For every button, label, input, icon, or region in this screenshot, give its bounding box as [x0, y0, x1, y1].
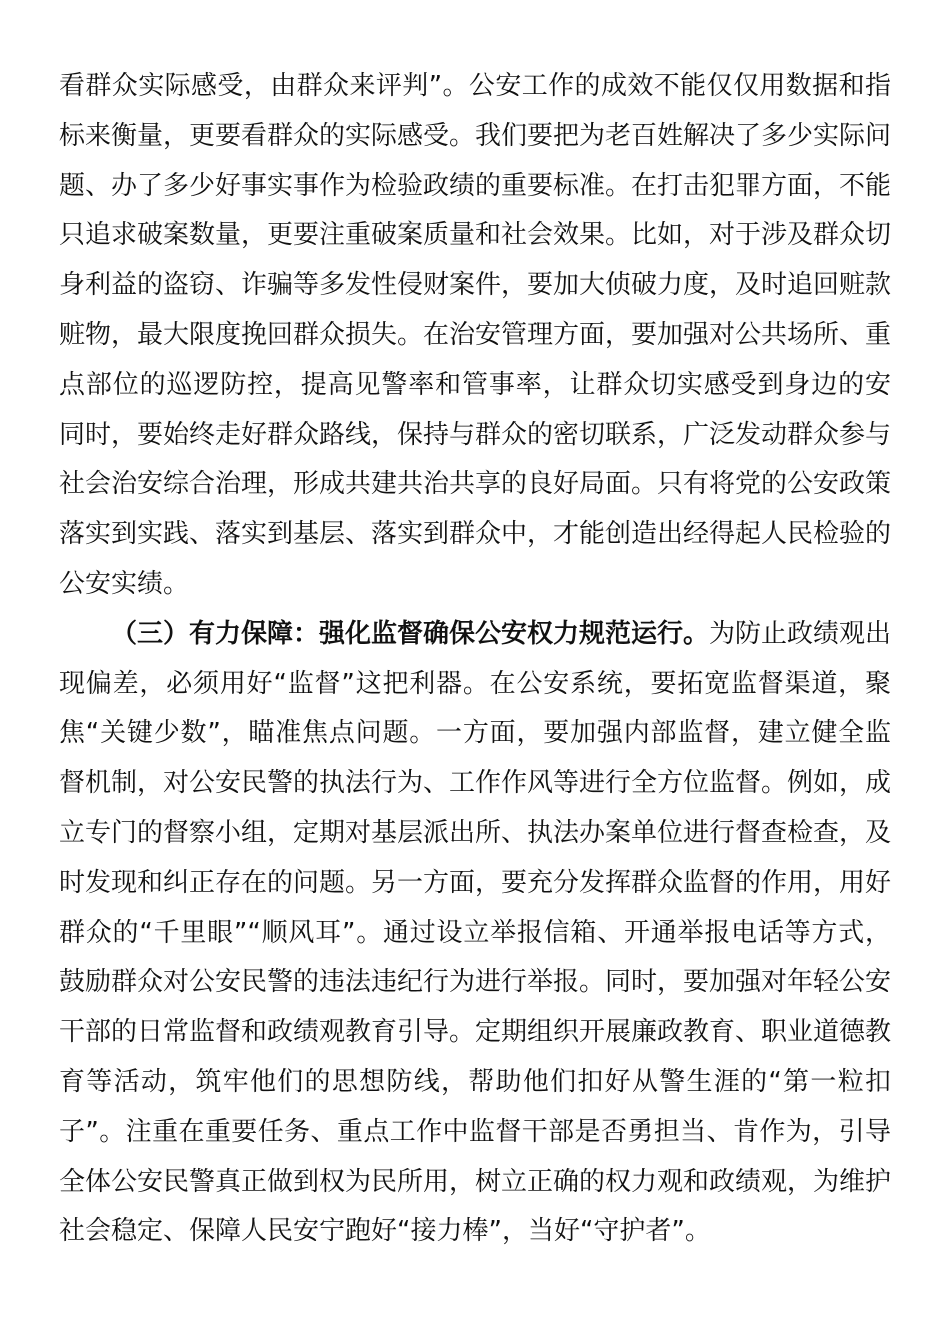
text-line: 时发现和纠正存在的问题。另一方面，要充分发挥群众监督的作用，用好	[59, 867, 891, 898]
text-line: 督机制，对公安民警的执法行为、工作作风等进行全方位监督。例如，成	[59, 768, 891, 799]
text-line: 鼓励群众对公安民警的违法违纪行为进行举报。同时，要加强对年轻公安	[59, 967, 891, 998]
text-line: 赃物，最大限度挽回群众损失。在治安管理方面，要加强对公共场所、重	[59, 319, 891, 350]
text-line: 立专门的督察小组，定期对基层派出所、执法办案单位进行督查检查，及	[59, 817, 891, 848]
text-line: 题、办了多少好事实事作为检验政绩的重要标准。在打击犯罪方面，不能	[59, 170, 891, 201]
text-line: 落实到实践、落实到基层、落实到群众中，才能创造出经得起人民检验的	[59, 519, 891, 550]
text-line: 群众的“千里眼”“顺风耳”。通过设立举报信箱、开通举报电话等方式，	[59, 917, 891, 948]
heading-line-text: 为防止政绩观出	[709, 618, 892, 649]
document-body	[59, 62, 891, 1257]
text-line: 干部的日常监督和政绩观教育引导。定期组织开展廉政教育、职业道德教	[59, 1017, 891, 1048]
text-line: 点部位的巡逻防控，提高见警率和管事率，让群众切实感受到身边的安	[59, 369, 891, 400]
text-line: 身利益的盗窃、诈骗等多发性侵财案件，要加大侦破力度，及时追回赃款	[59, 270, 891, 301]
text-line: 社会治安综合治理，形成共建共治共享的良好局面。只有将党的公安政策	[59, 469, 891, 500]
text-line: 焦“关键少数”，瞄准焦点问题。一方面，要加强内部监督，建立健全监	[59, 718, 891, 749]
section-heading-line	[59, 610, 891, 660]
text-line: 公安实绩。	[59, 568, 190, 599]
section-heading: （三）有力保障：强化监督确保公安权力规范运行。	[111, 618, 710, 649]
text-line: 看群众实际感受，由群众来评判”。公安工作的成效不能仅仅用数据和指	[59, 71, 891, 101]
text-line: 只追求破案数量，更要注重破案质量和社会效果。比如，对于涉及群众切	[59, 220, 891, 251]
text-line: 标来衡量，更要看群众的实际感受。我们要把为老百姓解决了多少实际问	[59, 120, 891, 151]
text-line: 同时，要始终走好群众路线，保持与群众的密切联系，广泛发动群众参与	[59, 419, 891, 450]
paragraph-public-security-performance	[59, 62, 891, 610]
text-line: 社会稳定、保障人民安宁跑好“接力棒”，当好“守护者”。	[59, 1216, 711, 1247]
text-line: 现偏差，必须用好“监督”这把利器。在公安系统，要拓宽监督渠道，聚	[59, 668, 891, 699]
text-line: 全体公安民警真正做到权为民所用，树立正确的权力观和政绩观，为维护	[59, 1166, 891, 1197]
paragraph-supervision-guarantee	[59, 610, 891, 1257]
text-line: 育等活动，筑牢他们的思想防线，帮助他们扣好从警生涯的“第一粒扣	[59, 1066, 891, 1097]
text-line: 子”。注重在重要任务、重点工作中监督干部是否勇担当、肯作为，引导	[59, 1116, 891, 1147]
